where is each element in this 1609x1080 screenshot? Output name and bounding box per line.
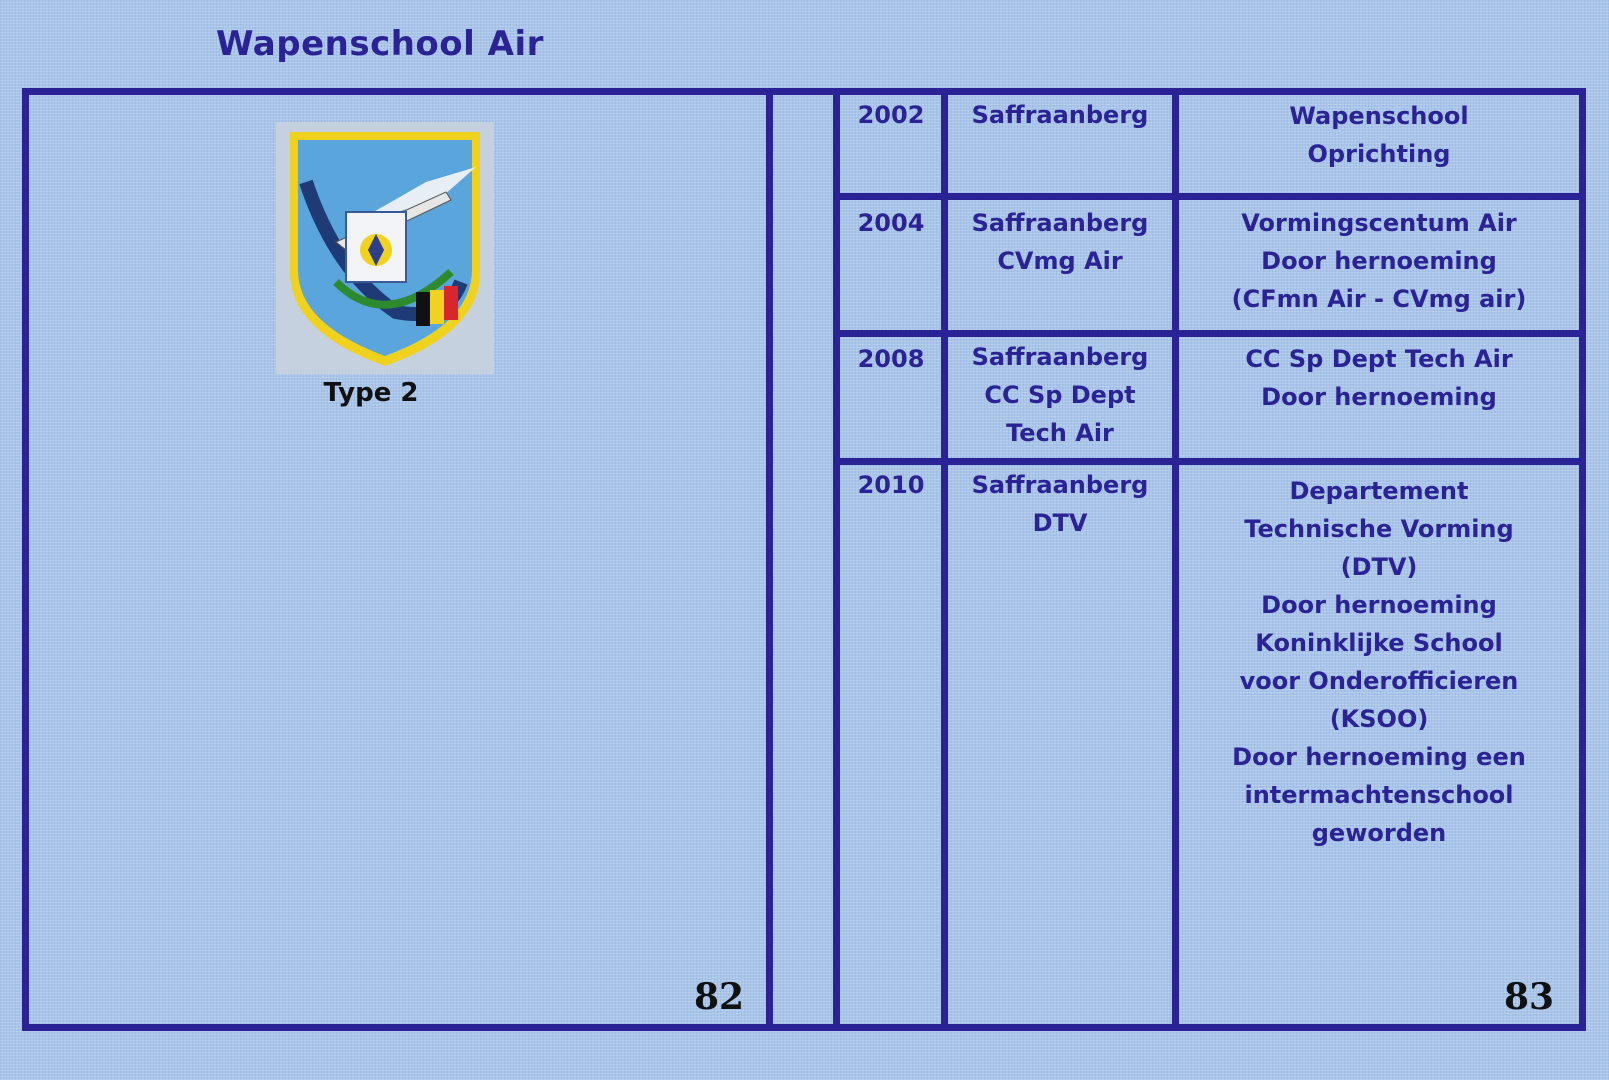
description-cell: Wapenschool Oprichting xyxy=(1289,102,1469,168)
frame-top xyxy=(22,88,1586,95)
patch-photo xyxy=(276,122,494,374)
spine-left xyxy=(766,88,773,1031)
row-divider-3 xyxy=(836,458,1586,465)
description-cell: CC Sp Dept Tech Air Door hernoeming xyxy=(1245,345,1513,411)
belgian-air-branch-school-patch-icon xyxy=(276,122,494,374)
page-title: Wapenschool Air xyxy=(216,24,544,64)
year-cell: 2004 xyxy=(857,209,925,237)
description-cell: Departement Technische Vorming (DTV) Door hernoeming Koninklijke School voor Onderofficieren (KSOO) Door hernoeming een intermachtenschool geworden xyxy=(1232,477,1526,847)
row-divider-2 xyxy=(836,330,1586,337)
year-cell: 2010 xyxy=(857,471,925,499)
row-divider-1 xyxy=(836,193,1586,200)
year-cell: 2002 xyxy=(857,101,925,129)
location-cell: Saffraanberg xyxy=(971,101,1149,129)
patch-caption: Type 2 xyxy=(323,378,419,408)
page-number-left: 82 xyxy=(694,976,745,1018)
col-divider-year xyxy=(941,88,948,1031)
frame-right xyxy=(1579,88,1586,1031)
spine-right xyxy=(833,88,840,1031)
location-cell: Saffraanberg DTV xyxy=(971,471,1149,537)
year-cell: 2008 xyxy=(857,345,925,373)
page-number-right: 83 xyxy=(1504,976,1555,1018)
description-cell: Vormingscentum Air Door hernoeming (CFmn Air - CVmg air) xyxy=(1231,209,1527,313)
frame-bottom xyxy=(22,1024,1586,1031)
location-cell: Saffraanberg CC Sp Dept Tech Air xyxy=(971,343,1149,447)
col-divider-location xyxy=(1172,88,1179,1031)
location-cell: Saffraanberg CVmg Air xyxy=(971,209,1149,275)
frame-left xyxy=(22,88,29,1031)
